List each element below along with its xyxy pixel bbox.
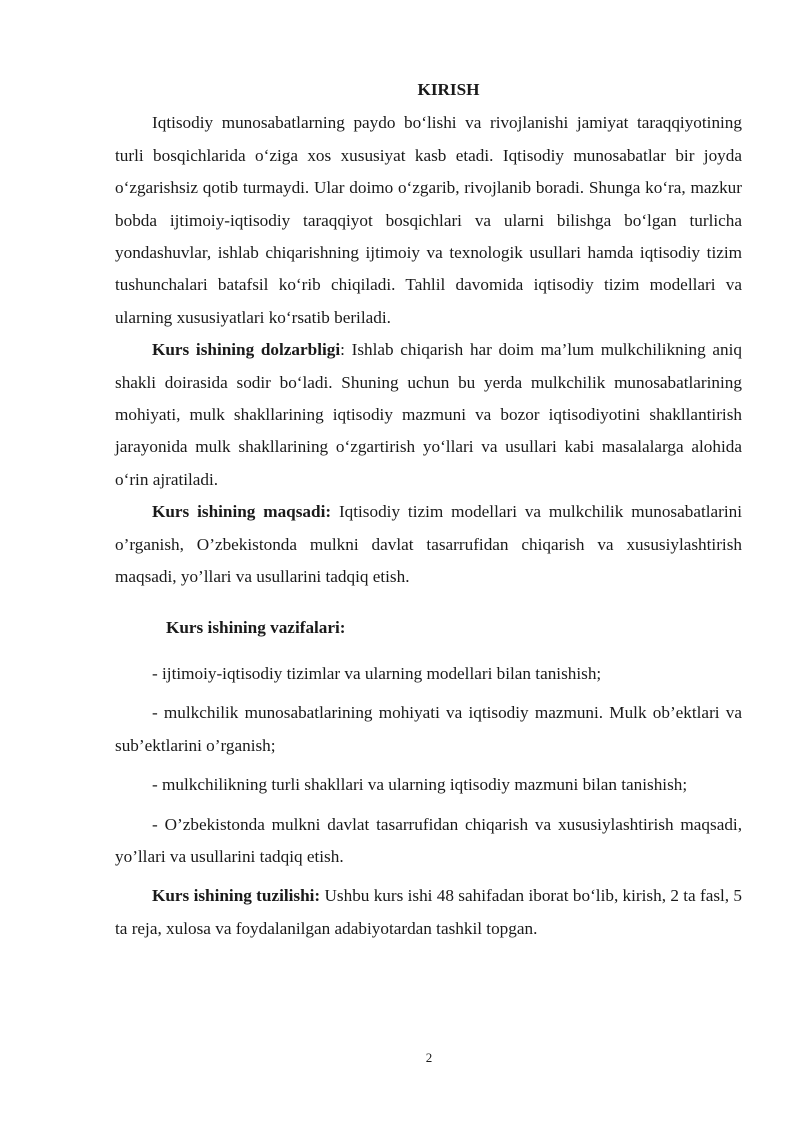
structure-text: Ushbu kurs ishi 48 sahifadan iborat bo‘lib, kirish, 2 ta fasl, 5 ta reja, xulosa va foydalanilgan adabiyotardan tashkil topgan. bbox=[115, 886, 743, 938]
goal-text: Iqtisodiy tizim modellari va mulkchilik munosabatlarini o’rganish, O’zbekistonda mulkni davlat tasarrufidan chiqarish va xususiylashtirish maqsadi, yo’llari va usullarini tadqiq etish. bbox=[115, 502, 743, 587]
task-item: - ijtimoiy-iqtisodiy tizimlar va ularning modellari bilan tanishish; bbox=[152, 663, 602, 683]
goal-paragraph bbox=[115, 496, 742, 593]
task-item: - mulkchilik munosabatlarining mohiyati va iqtisodiy mazmuni. Mulk ob’ektlari va sub’ektlarini o’rganish; bbox=[115, 703, 742, 755]
intro-paragraph: Iqtisodiy munosabatlarning paydo bo‘lishi va rivojlanishi jamiyat taraqqiyotining turli bosqichlarida o‘ziga xos xususiyat kasb etadi. Iqtisodiy munosabatlar bir joyda o‘zgarishsiz qotib turmaydi. Ular doimo o‘zgarib, rivojlanib boradi. Shunga ko‘ra, mazkur bobda ijtimoiy-iqtisodiy taraqqiyot bosqichlari va ularni bilishga bo‘lgan turlicha yondashuvlar, ishlab chiqarishning ijtimoiy va texnologik usullari hamda iqtisodiy tizim tushunchalari batafsil ko‘rib chiqiladi. Tahlil davomida iqtisodiy tizim modellari va ularning xususiyatlari ko‘rsatib beriladi. bbox=[115, 113, 742, 327]
tasks-heading: Kurs ishining vazifalari: bbox=[166, 617, 346, 637]
relevance-label: Kurs ishining dolzarbligi bbox=[152, 340, 341, 360]
page-number: 2 bbox=[425, 1050, 433, 1065]
task-item: - O’zbekistonda mulkni davlat tasarrufidan chiqarish va xususiylashtirish maqsadi, yo’llari va usullarini tadqiq etish. bbox=[115, 814, 742, 866]
structure-label: Kurs ishining tuzilishi: bbox=[152, 886, 321, 906]
structure-paragraph bbox=[115, 880, 742, 945]
relevance-paragraph bbox=[115, 334, 742, 496]
document-page bbox=[115, 74, 742, 945]
section-title: KIRISH bbox=[417, 80, 480, 99]
relevance-text: : Ishlab chiqarish har doim ma’lum mulkchilikning aniq shakli doirasida sodir bo‘ladi. Shuning uchun bu yerda mulkchilik munosabatlarining mohiyati, mulk shakllarining iqtisodiy mazmuni va bozor iqtisodiyotini shakllantirish jarayonida mulk shakllarining o‘zgartirish yo‘llari va usullari kabi masalalarga alohida o‘rin ajratiladi. bbox=[115, 340, 742, 489]
task-item: - mulkchilikning turli shakllari va ularning iqtisodiy mazmuni bilan tanishish; bbox=[152, 775, 688, 795]
goal-label: Kurs ishining maqsadi: bbox=[152, 502, 332, 522]
